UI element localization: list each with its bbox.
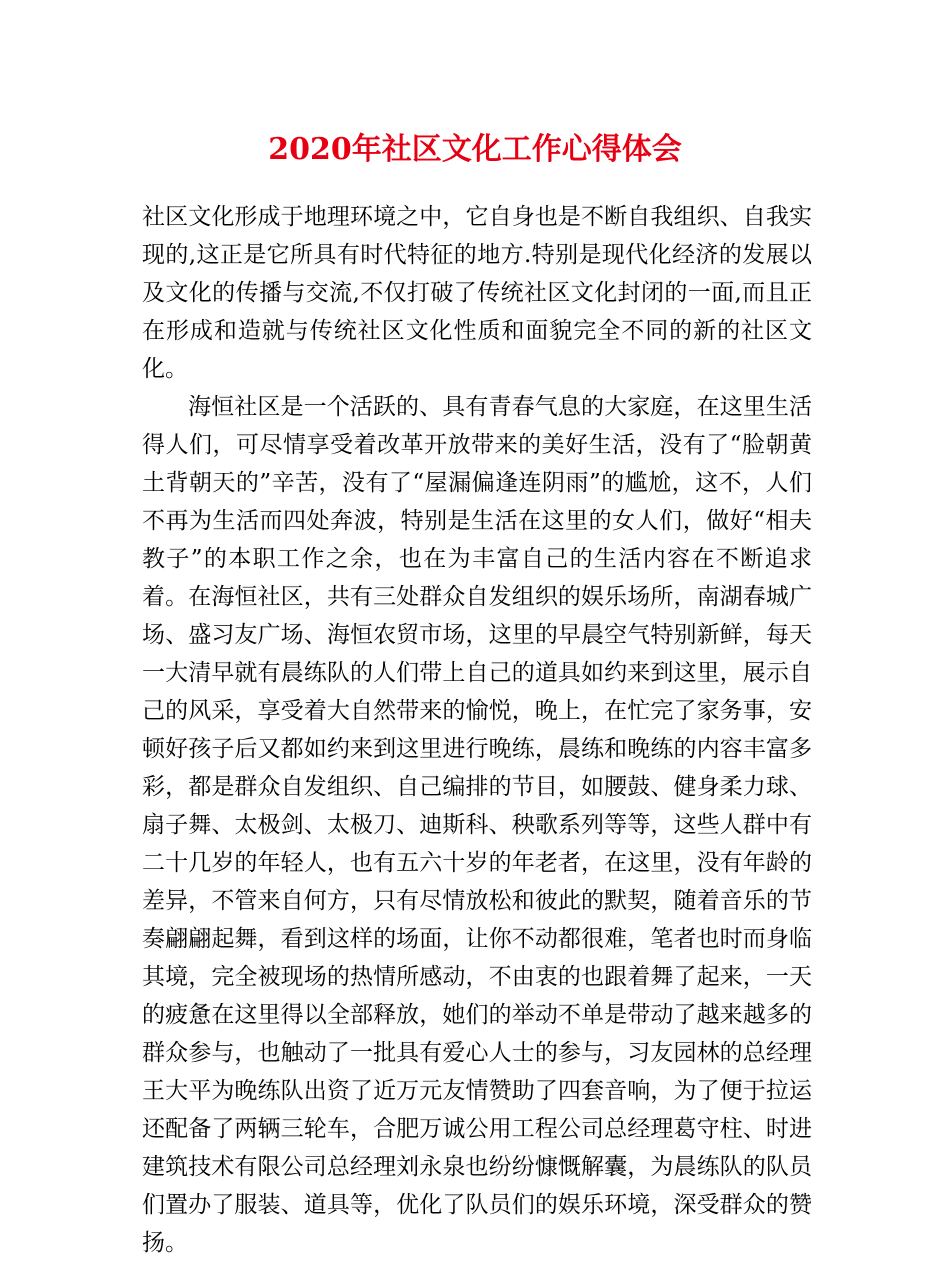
paragraph-1: 社区文化形成于地理环境之中，它自身也是不断自我组织、自我实现的,这正是它所具有时代特征的地方.特别是现代化经济的发展以及文化的传播与交流,不仅打破了传统社区文化封闭的一面,而且正在形成和造就与传统社区文化性质和面貌完全不同的新的社区文化。 (142, 204, 812, 382)
document-body (142, 198, 812, 1262)
paragraph-2: 海恒社区是一个活跃的、具有青春气息的大家庭，在这里生活得人们，可尽情享受着改革开放带来的美好生活，没有了“脸朝黄土背朝天的”辛苦，没有了“屋漏偏逢连阴雨”的尴尬，这不，人们不再为生活而四处奔波，特别是生活在这里的女人们，做好“相夫教子”的本职工作之余，也在为丰富自己的生活内容在不断追求着。在海恒社区，共有三处群众自发组织的娱乐场所，南湖春城广场、盛习友广场、海恒农贸市场，这里的早晨空气特别新鲜，每天一大清早就有晨练队的人们带上自己的道具如约来到这里，展示自己的风采，享受着大自然带来的愉悦，晚上，在忙完了家务事，安顿好孩子后又都如约来到这里进行晚练，晨练和晚练的内容丰富多彩，都是群众自发组织、自己编排的节目，如腰鼓、健身柔力球、扇子舞、太极剑、太极刀、迪斯科、秧歌系列等等，这些人群中有二十几岁的年轻人，也有五六十岁的年老者，在这里，没有年龄的差异，不管来自何方，只有尽情放松和彼此的默契，随着音乐的节奏翩翩起舞，看到这样的场面，让你不动都很难，笔者也时而身临其境，完全被现场的热情所感动，不由衷的也跟着舞了起来，一天的疲惫在这里得以全部释放，她们的举动不单是带动了越来越多的群众参与，也触动了一批具有爱心人士的参与，习友园林的总经理王大平为晚练队出资了近万元友情赞助了四套音响，为了便于拉运还配备了两辆三轮车，合肥万诚公用工程公司总经理葛守柱、时进建筑技术有限公司总经理刘永泉也纷纷慷慨解囊，为晨练队的队员们置办了服装、道具等，优化了队员们的娱乐环境，深受群众的赞扬。 (142, 394, 812, 1256)
document-title: 2020年社区文化工作心得体会 (268, 132, 682, 167)
